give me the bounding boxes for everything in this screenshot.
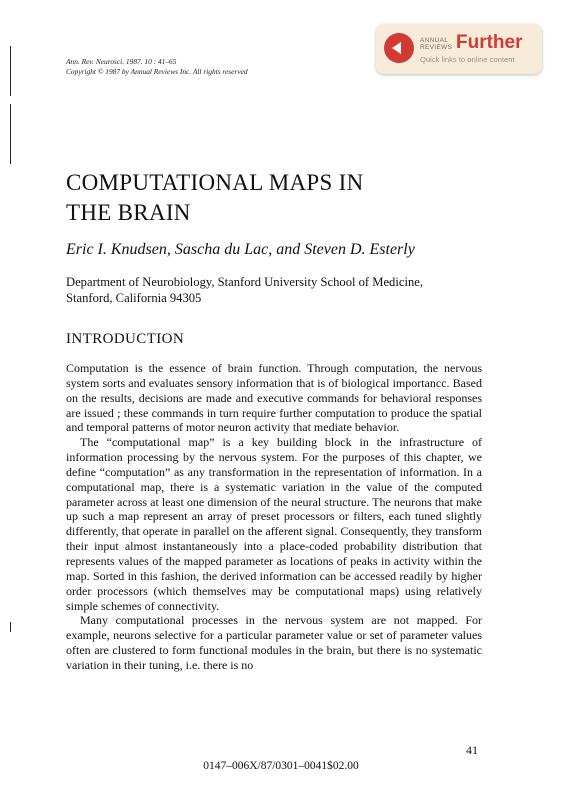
author-affiliation [66,274,482,306]
body-paragraph: Computation is the essence of brain function. Through computation, the nervous system sorts and evaluates sensory information that is of biological importancc. Based on the results, decisions are made and executive commands for behavioral responses are issued ; these commands in turn require further computation to produce the spatial and temporal patterns of motor neuron activity that mediate behavior. [66,361,482,435]
journal-citation [66,57,248,77]
banner-tagline: Quick links to online content [420,55,515,64]
page-edge-mark [10,104,11,164]
page-edge-mark [10,46,11,96]
affiliation-line: Stanford, California 94305 [66,291,202,305]
article-code: 0147–006X/87/0301–0041$02.00 [203,760,359,772]
play-back-circle-icon [384,33,414,63]
banner-annual-label: ANNUAL [420,37,449,44]
title-line: THE BRAIN [66,200,191,225]
article-title [66,168,486,228]
section-body [66,361,482,673]
body-paragraph: The “computational map” is a key building block in the infrastructure of information processing by the nervous system. For the purposes of this chapter, we define “computation” as any transformation in the representation of information. In a computational map, there is a systematic variation in the value of the computed parameter across at least one dimension of the neural structure. The neurons that make up such a map represent an array of preset processors or filters, each tuned slightly differently, that operate in parallel on the afferent signal. Consequently, they transform their input almost instantaneously into a place-coded probability distribution that represents values of the mapped parameter as locations of peaks in activity within the map. Sorted in this fashion, the derived information can be accessed readily by higher order processors (which themselves may be computational maps) using relatively simple schemes of connectivity. [66,435,482,613]
page-number: 41 [466,743,478,757]
banner-further-label: Further [456,32,523,53]
page-edge-mark [10,622,11,632]
citation-copyright-line: Copyright © 1987 by Annual Reviews Inc. All rights reserved [66,67,248,76]
title-line: COMPUTATIONAL MAPS IN [66,170,364,195]
section-heading: INTRODUCTION [66,331,185,347]
article-authors: Eric I. Knudsen, Sascha du Lac, and Steven D. Esterly [66,241,415,258]
body-paragraph: Many computational processes in the nervous system are not mapped. For example, neurons selective for a particular parameter value or set of parameter values often are clustered to form functional modules in the brain, but there is no systematic variation in their tuning, i.e. there is no [66,613,482,672]
banner-reviews-label: REVIEWS [420,44,453,51]
affiliation-line: Department of Neurobiology, Stanford University School of Medicine, [66,275,423,289]
citation-journal-line: Ann. Rev. Neurosci. 1987. 10 : 41–65 [66,57,177,66]
annual-reviews-further-banner[interactable] [376,24,542,74]
